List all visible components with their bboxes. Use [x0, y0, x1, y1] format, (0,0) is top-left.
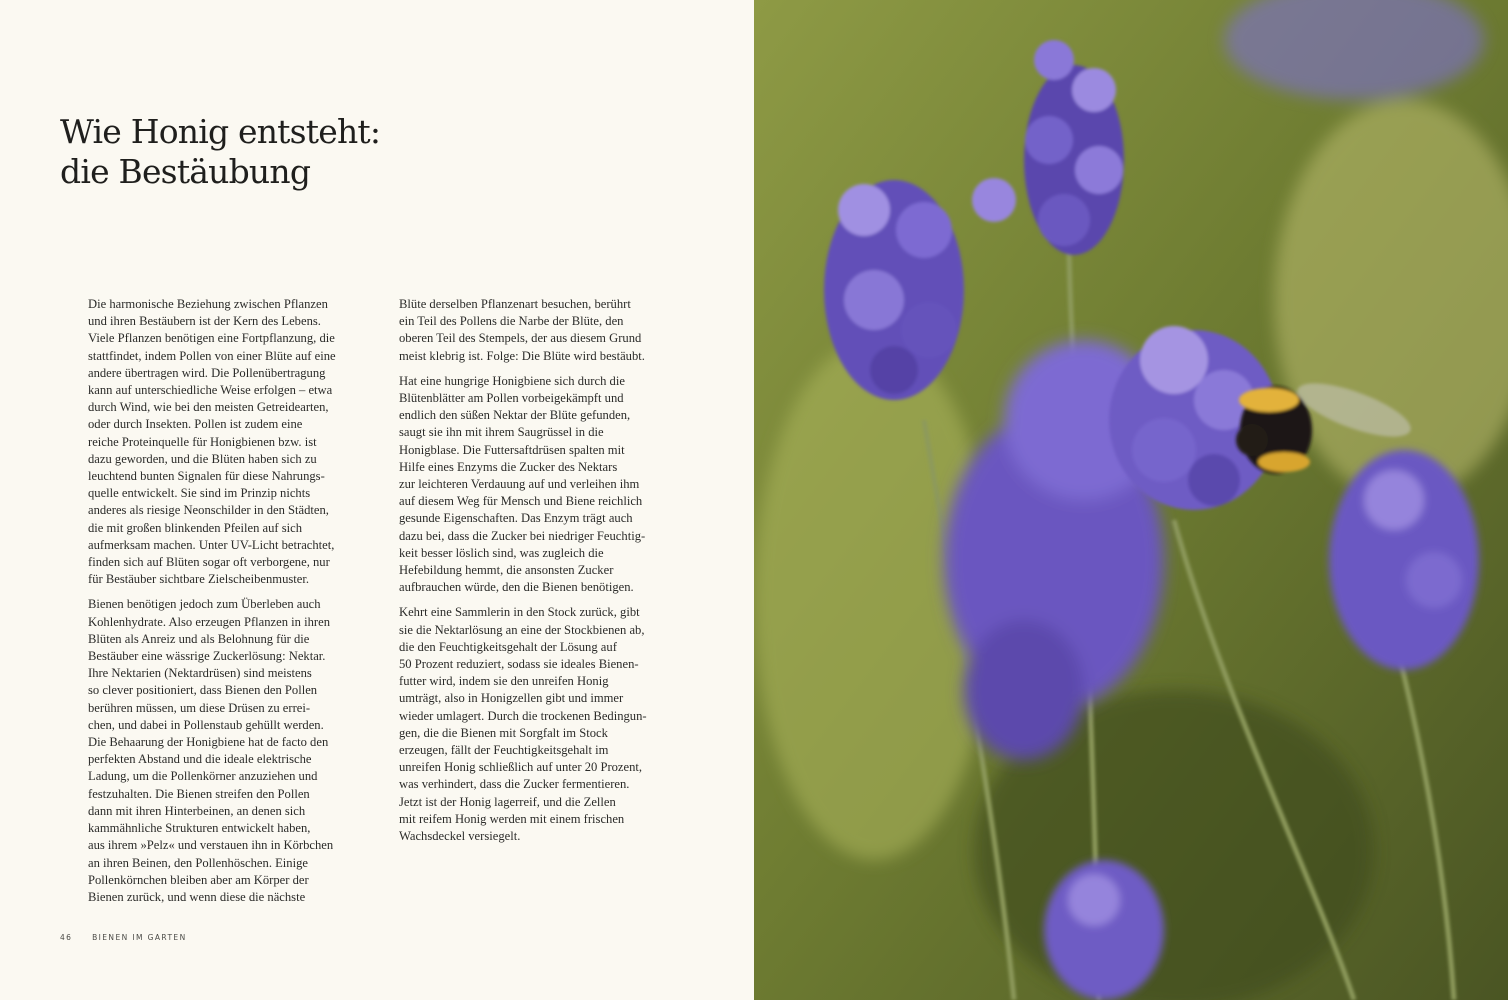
text-line: keit besser löslich sind, was zugleich die — [399, 545, 604, 560]
text-line: finden sich auf Blüten sogar oft verborgene, nur — [88, 555, 330, 570]
text-line: anderes als riesige Neonschilder in den Städten, — [88, 503, 329, 518]
text-line: saugt sie ihn mit ihrem Saugrüssel in die — [399, 425, 604, 440]
text-line: dazu bei, dass die Zucker bei niedriger Feuchtig- — [399, 528, 646, 543]
text-line: auf diesem Weg für Mensch und Biene reichlich — [399, 494, 643, 509]
text-line: reiche Proteinquelle für Honigbienen bzw. ist — [88, 434, 317, 449]
text-line: unreifen Honig schließlich auf unter 20 Prozent, — [399, 760, 643, 775]
text-line: Jetzt ist der Honig lagerreif, und die Zellen — [399, 794, 616, 809]
lavender-bumblebee-photo — [754, 0, 1508, 1000]
page-title — [60, 112, 380, 192]
lavender-spike-left — [824, 180, 964, 400]
text-line: umträgt, also in Honigzellen gibt und immer — [399, 691, 624, 706]
photo-illustration — [754, 0, 1508, 1000]
text-line: leuchtend bunten Signalen für diese Nahrungs- — [88, 469, 325, 484]
text-line: Blütenblätter am Pollen vorbeigekämpft und — [399, 391, 624, 406]
text-line: Hilfe eines Enzyms die Zucker des Nektars — [399, 459, 618, 474]
text-line: aus ihrem »Pelz« und verstauen ihn in Körbchen — [88, 838, 334, 853]
text-line: mit reifem Honig werden mit einem frischen — [399, 811, 625, 826]
page-footer — [60, 933, 187, 942]
text-line: oder durch Insekten. Pollen ist zudem eine — [88, 417, 303, 432]
text-line: meist klebrig ist. Folge: Die Blüte wird bestäubt. — [399, 348, 645, 363]
text-line: was verhindert, dass die Zucker fermentieren. — [399, 777, 630, 792]
section-title: BIENEN IM GARTEN — [92, 933, 187, 942]
text-line: Viele Pflanzen benötigen eine Fortpflanzung, die — [88, 331, 335, 346]
text-line: andere übertragen wird. Die Pollenübertragung — [88, 365, 326, 380]
text-line: für Bestäuber sichtbare Zielscheibenmuster. — [88, 572, 310, 587]
text-line: gesunde Eigenschaften. Das Enzym trägt auch — [399, 511, 633, 526]
text-line: Honigblase. Die Futtersaftdrüsen spalten mit — [399, 442, 625, 457]
text-line: Pollenkörnchen bleiben aber am Körper der — [88, 872, 309, 887]
text-line: gen, die die Bienen mit Sorgfalt im Stock — [399, 725, 608, 740]
text-line: berühren müssen, um diese Drüsen zu errei- — [88, 700, 311, 715]
text-line: Ladung, um die Pollenkörner anzuziehen und — [88, 769, 318, 784]
paragraph — [399, 604, 671, 845]
text-line: sie die Nektarlösung an eine der Stockbienen ab, — [399, 622, 645, 637]
text-line: Bestäuber eine wässrige Zuckerlösung: Nektar. — [88, 649, 326, 664]
text-line: zur leichteren Verdauung auf und verleihen ihm — [399, 477, 640, 492]
lavender-flower-bottom — [1044, 860, 1164, 1000]
title-line-1: Wie Honig entsteht: — [60, 112, 381, 151]
text-line: 50 Prozent reduziert, sodass sie ideales Bienen- — [399, 657, 639, 672]
text-line: Hat eine hungrige Honigbiene sich durch die — [399, 373, 625, 388]
text-line: chen, und dabei in Pollenstaub gehüllt werden. — [88, 717, 324, 732]
text-line: kann auf unterschiedliche Weise erfolgen – etwa — [88, 383, 333, 398]
text-column-2 — [399, 296, 671, 853]
text-line: oberen Teil des Stempels, der aus diesem Grund — [399, 331, 642, 346]
text-line: und ihren Bestäubern ist der Kern des Lebens. — [88, 314, 321, 329]
text-line: festzuhalten. Die Bienen streifen den Pollen — [88, 786, 310, 801]
text-line: Bienen zurück, und wenn diese die nächste — [88, 889, 306, 904]
text-line: Hefebildung hemmt, die ansonsten Zucker — [399, 563, 614, 578]
text-line: ein Teil des Pollens die Narbe der Blüte, den — [399, 314, 624, 329]
text-line: Ihre Nektarien (Nektardrüsen) sind meistens — [88, 666, 312, 681]
text-line: Kohlenhydrate. Also erzeugen Pflanzen in ihren — [88, 614, 330, 629]
text-line: endlich den süßen Nektar der Blüte gefunden, — [399, 408, 631, 423]
text-line: Blüte derselben Pflanzenart besuchen, berührt — [399, 297, 631, 311]
text-line: die mit großen blinkenden Pfeilen auf sich — [88, 520, 303, 535]
text-line: so clever positioniert, dass Bienen den Pollen — [88, 683, 318, 698]
text-line: Die Behaarung der Honigbiene hat de facto den — [88, 735, 329, 750]
text-line: quelle entwickelt. Sie sind im Prinzip nichts — [88, 486, 311, 501]
text-line: erzeugen, fällt der Feuchtigkeitsgehalt im — [399, 743, 609, 758]
text-line: Blüten als Anreiz und als Belohnung für die — [88, 631, 310, 646]
text-line: wieder umlagert. Durch die trockenen Bedingun- — [399, 708, 647, 723]
text-line: Bienen benötigen jedoch zum Überleben auch — [88, 597, 321, 612]
text-line: dazu geworden, und die Blüten haben sich zu — [88, 451, 317, 466]
text-line: dann mit ihren Hinterbeinen, an denen sich — [88, 803, 306, 818]
text-column-1 — [88, 296, 360, 914]
text-line: Die harmonische Beziehung zwischen Pflanzen — [88, 297, 328, 311]
text-line: futter wird, indem sie den unreifen Honig — [399, 674, 609, 689]
text-line: stattfindet, indem Pollen von einer Blüte auf eine — [88, 348, 336, 363]
paragraph — [88, 296, 360, 588]
text-line: aufbrauchen würde, den die Bienen benötigen. — [399, 580, 634, 595]
text-line: aufmerksam machen. Unter UV-Licht betrachtet, — [88, 537, 335, 552]
paragraph — [88, 596, 360, 906]
paragraph — [399, 373, 671, 597]
lavender-flower-right — [1329, 450, 1479, 670]
title-line-2: die Bestäubung — [60, 152, 311, 191]
text-line: an ihren Beinen, den Pollenhöschen. Einige — [88, 855, 308, 870]
page-number: 46 — [60, 933, 73, 942]
text-line: durch Wind, wie bei den meisten Getreidearten, — [88, 400, 329, 415]
text-line: Wachsdeckel versiegelt. — [399, 829, 521, 844]
text-line: die den Feuchtigkeitsgehalt der Lösung auf — [399, 639, 617, 654]
paragraph — [399, 296, 671, 365]
text-line: kammähnliche Strukturen entwickelt haben, — [88, 821, 311, 836]
text-line: perfekten Abstand und die ideale elektrische — [88, 752, 312, 767]
text-line: Kehrt eine Sammlerin in den Stock zurück, gibt — [399, 605, 640, 620]
